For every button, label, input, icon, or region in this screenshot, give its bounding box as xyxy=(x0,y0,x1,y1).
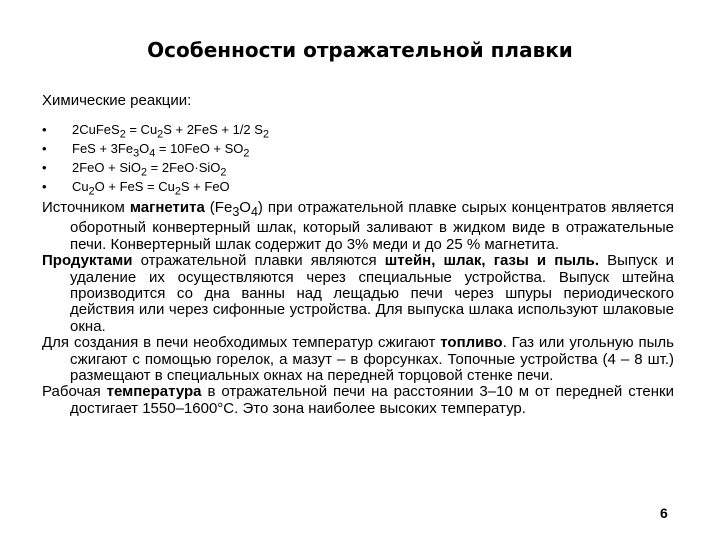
text-run: ) при отражательной плавке сырых концентратов является оборотный конвертерный шлак, который заливают в жидком виде в отражательные печи. Конвертерный шлак содержит до 3% меди и до 25 % магнетита. xyxy=(70,199,674,253)
reaction-part: 2FeO + SiO xyxy=(72,160,141,175)
text-run-bold: температура xyxy=(106,383,202,401)
reactions-heading: Химические реакции: xyxy=(42,92,192,109)
subscript: 2 xyxy=(220,166,227,179)
bullet: • xyxy=(42,160,47,175)
reaction-item xyxy=(42,158,662,177)
text-run-bold: Продуктами xyxy=(42,252,133,270)
text-run: Источником xyxy=(42,199,130,216)
subscript: 3 xyxy=(232,205,240,219)
reaction-part: Cu xyxy=(72,179,89,194)
subscript: 3 xyxy=(133,147,140,160)
subscript: 2 xyxy=(174,185,181,198)
page-title: Особенности отражательной плавки xyxy=(147,38,573,62)
reaction-part: O xyxy=(139,141,150,156)
reaction-part: = 10FeO + SO xyxy=(155,141,244,156)
reaction-part: Fe xyxy=(95,122,112,137)
reaction-part: S + FeO xyxy=(180,179,230,194)
subscript: 2 xyxy=(157,128,164,141)
reaction-part: O + FeS = Cu xyxy=(94,179,175,194)
reaction-part: FeS + 3Fe xyxy=(72,141,134,156)
paragraph-fuel xyxy=(42,335,674,384)
text-run: Для создания в печи необходимых температур сжигают xyxy=(42,334,441,352)
paragraph-magnetite-source xyxy=(42,200,674,253)
subscript: 4 xyxy=(149,147,156,160)
reaction-item xyxy=(42,139,662,158)
reaction-part: 2Cu xyxy=(72,122,96,137)
reaction-part: S + 2FeS + 1/2 S xyxy=(163,122,263,137)
text-run-bold: штейн, шлак, газы и пыль. xyxy=(384,252,600,270)
text-run: Рабочая xyxy=(42,383,107,401)
text-run: . Газ или угольную пыль сжигают с помощью горелок, а мазут – в форсунках. Топочные устройства (4 – 8 шт.) размещают в специальных окнах на передней торцовой стенке печи. xyxy=(70,334,675,385)
paragraph-temperature xyxy=(42,384,674,417)
text-run-bold: топливо xyxy=(440,334,503,352)
reaction-part: = Cu xyxy=(125,122,158,137)
body-text xyxy=(42,200,674,417)
subscript: 2 xyxy=(243,147,250,160)
subscript: 2 xyxy=(262,128,269,141)
bullet: • xyxy=(42,122,47,137)
reaction-list xyxy=(42,120,662,196)
reaction-part: = 2FeO·SiO xyxy=(147,160,221,175)
bullet: • xyxy=(42,141,47,156)
subscript: 2 xyxy=(119,128,126,141)
text-run: (Fe xyxy=(204,199,233,216)
page-number: 6 xyxy=(660,505,668,521)
subscript: 2 xyxy=(141,166,148,179)
bullet: • xyxy=(42,179,47,194)
subscript: 2 xyxy=(88,185,95,198)
text-run: O xyxy=(239,199,251,216)
reaction-item xyxy=(42,120,662,139)
reaction-item xyxy=(42,177,662,196)
reaction-part: S xyxy=(111,122,120,137)
text-run-bold: магнетита xyxy=(129,199,205,216)
text-run: отражательной плавки являются xyxy=(132,252,385,270)
subscript: 4 xyxy=(250,205,258,219)
paragraph-products xyxy=(42,253,674,335)
text-run: в отражательной печи на расстоянии 3–10 м от передней стенки достигает 1550–1600°С. Это зона наиболее высоких температур. xyxy=(70,383,674,417)
text-run: Выпуск и удаление их осуществляются через специальные устройства. Выпуск штейна производится со дна ванны над лещадью печи через шпуры периодического действия или через сифонные устройства. Для выпуска шлака используют шлаковые окна. xyxy=(70,252,674,335)
